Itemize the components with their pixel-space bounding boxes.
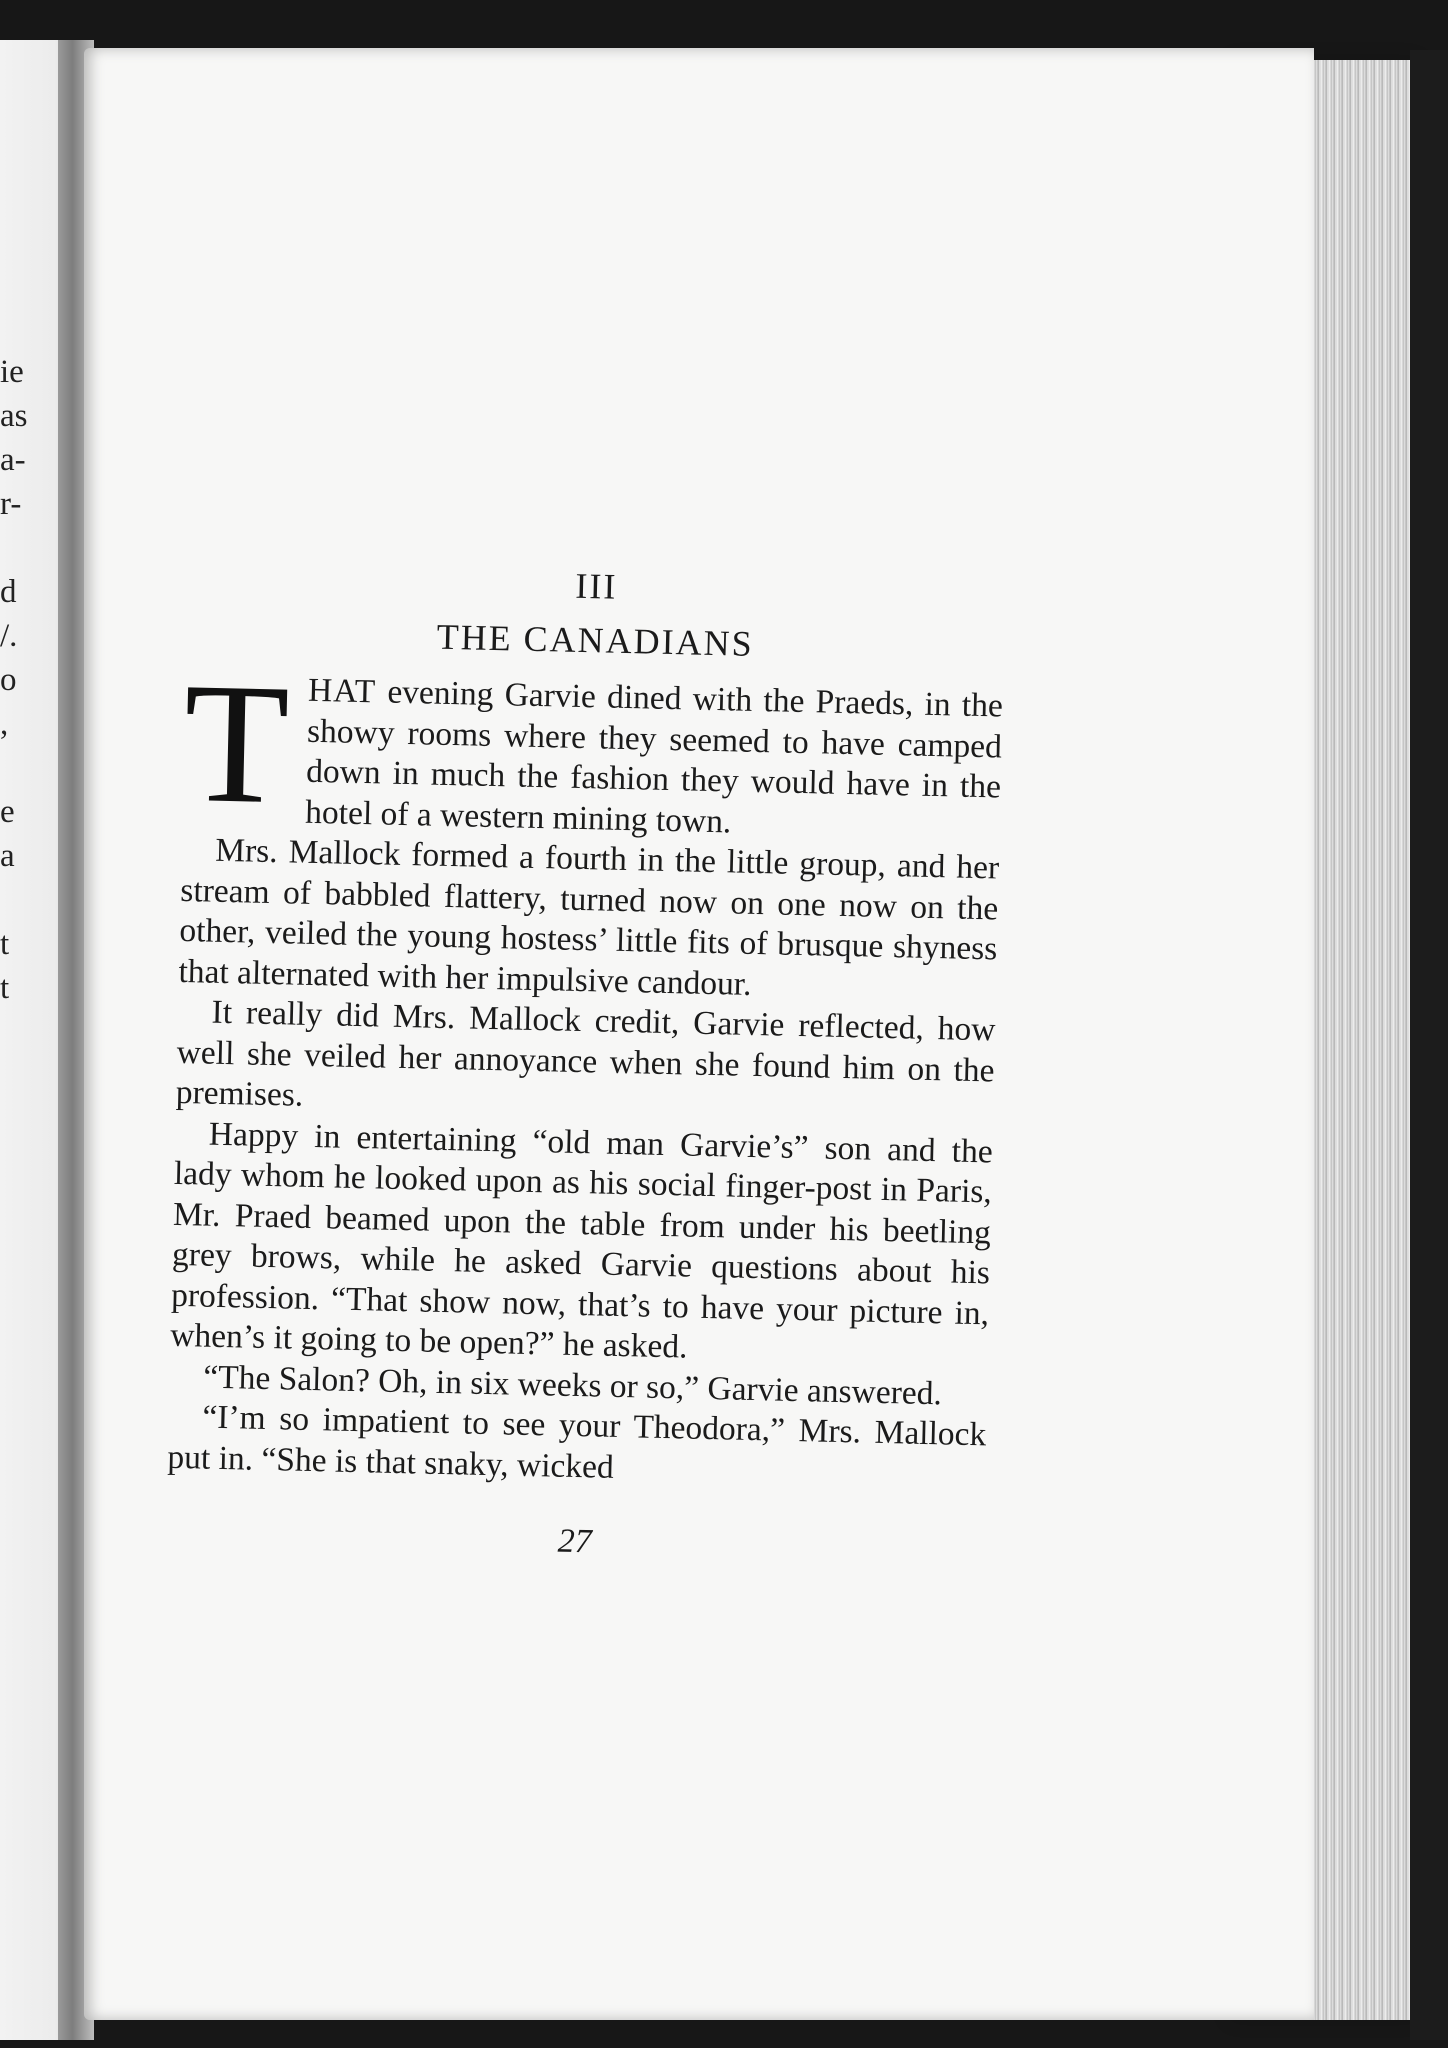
facing-line bbox=[0, 878, 28, 922]
chapter-number: III bbox=[574, 565, 618, 607]
paragraph-6: “I’m so impatient to see your Theodora,” Mrs. Mallock put in. “She is that snaky, wicked bbox=[167, 1398, 987, 1486]
chapter-title: THE CANADIANS bbox=[436, 616, 755, 664]
paragraph-1-text: evening Garvie dined with the Praeds, in the showy rooms where they seemed to have camped down in much the fashion they would have in the hotel of a western mining town. bbox=[304, 673, 1004, 840]
facing-page-edge-text bbox=[0, 350, 28, 1010]
paragraph-2: Mrs. Mallock formed a fourth in the little group, and her stream of babbled flattery, turned now on one now on the other, veiled the young hostess’ little fits of brusque shyness that alternated with her impulsive candour. bbox=[178, 831, 1000, 1003]
paragraph-1 bbox=[181, 647, 1004, 849]
opening-smallcaps: HAT bbox=[307, 671, 377, 711]
background-edge bbox=[1410, 50, 1448, 2040]
facing-line: d bbox=[0, 574, 17, 610]
facing-line: e bbox=[0, 794, 15, 830]
facing-line: ie bbox=[0, 354, 24, 390]
drop-cap: T bbox=[181, 647, 291, 841]
page-number: 27 bbox=[557, 1522, 593, 1561]
facing-line: r- bbox=[0, 486, 22, 522]
facing-line: , bbox=[0, 706, 9, 742]
paragraph-3: It really did Mrs. Mallock credit, Garvie reflected, how well she veiled her annoyance when she found him on the premises. bbox=[175, 993, 996, 1114]
facing-line: t bbox=[0, 926, 10, 962]
facing-line: o bbox=[0, 662, 17, 698]
facing-line bbox=[0, 526, 28, 570]
facing-line: a bbox=[0, 838, 15, 874]
facing-line: as bbox=[0, 398, 28, 434]
facing-line: t bbox=[0, 970, 10, 1006]
facing-line bbox=[0, 746, 28, 790]
paragraph-5: “The Salon? Oh, in six weeks or so,” Garvie answered. bbox=[202, 1358, 943, 1412]
book-page bbox=[84, 48, 1314, 2020]
facing-line: a- bbox=[0, 442, 26, 478]
paragraph-4: Happy in entertaining “old man Garvie’s” son and the lady whom he looked upon as his social finger-post in Paris, Mr. Praed beamed upon the table from under his beetling grey brows, while he asked Garvie questions about his profession. “That show now, that’s to have your picture in, when’s it going to be open?” he asked. bbox=[169, 1115, 994, 1366]
facing-line: /. bbox=[0, 618, 18, 654]
page-text bbox=[165, 556, 1005, 1570]
